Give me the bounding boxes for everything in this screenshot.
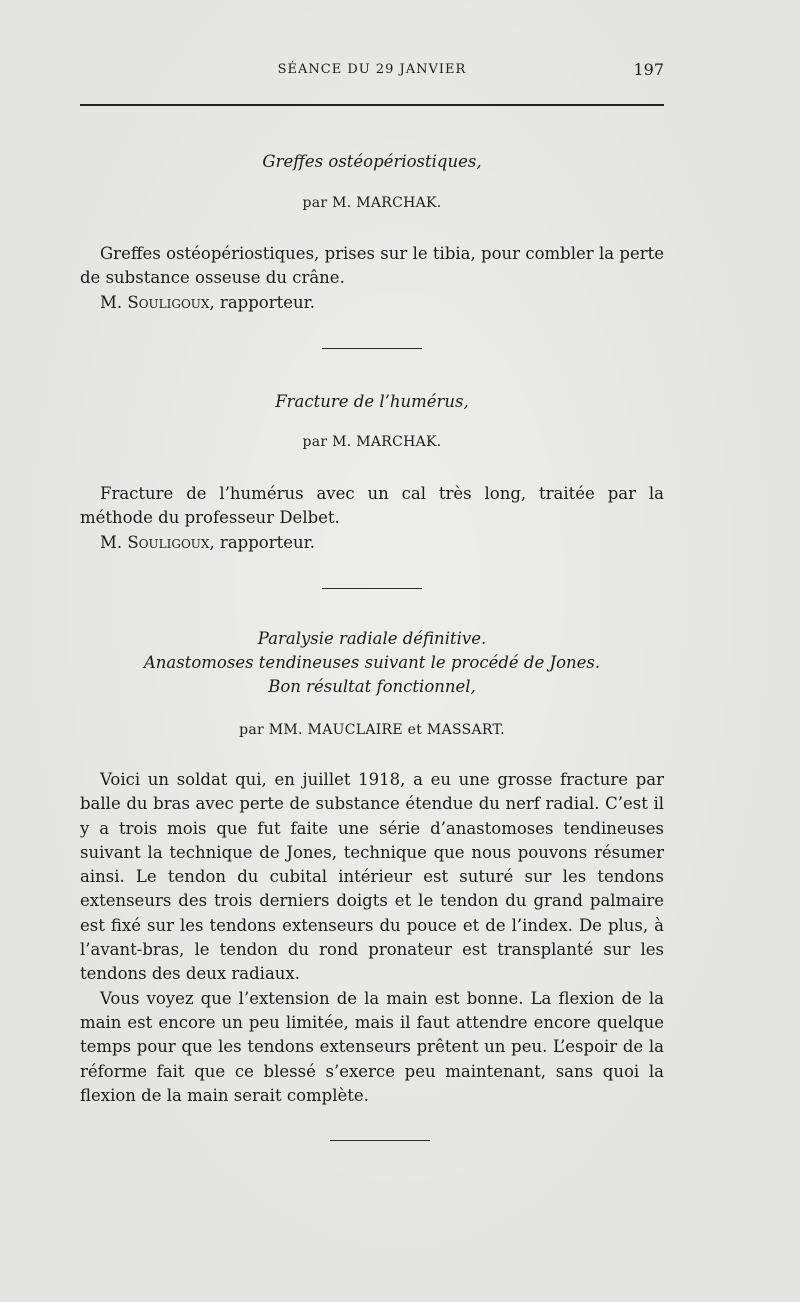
section-title: Fracture de l’humérus, xyxy=(275,392,469,411)
reporter-name: Souligoux xyxy=(127,532,210,552)
page-header xyxy=(80,62,664,84)
section-body xyxy=(80,242,664,315)
paragraph: Fracture de l’humérus avec un cal très long, traitée par la méthode du professeur Delbet. xyxy=(80,484,664,528)
reporter-suffix: , rapporteur. xyxy=(209,292,315,312)
reporter-line xyxy=(80,531,664,555)
reporter-prefix: M. xyxy=(100,532,123,552)
section-byline: par MM. MAUCLAIRE et MASSART. xyxy=(239,722,505,738)
running-title: SÉANCE DU 29 JANVIER xyxy=(277,62,467,77)
header-rule xyxy=(80,104,664,106)
section-body xyxy=(80,768,664,1108)
section-separator xyxy=(322,588,422,589)
page-number: 197 xyxy=(633,60,664,79)
reporter-name: Souligoux xyxy=(127,292,210,312)
section-separator xyxy=(330,1140,430,1141)
paragraph: Greffes ostéopériostiques, prises sur le tibia, pour combler la perte de substance osseuse du crâne. xyxy=(80,244,664,288)
section-separator xyxy=(322,348,422,349)
section-title-line: Anastomoses tendineuses suivant le procédé de Jones. xyxy=(143,653,601,672)
reporter-line xyxy=(80,291,664,315)
paragraph: Vous voyez que l’extension de la main est bonne. La flexion de la main est encore un peu limitée, mais il faut attendre encore quelque temps pour que les tendons extenseurs prêtent un peu. L’espoir de la réforme fait que ce blessé s’exerce peu maintenant, sans quoi la flexion de la main serait complète. xyxy=(80,988,664,1105)
section-byline: par M. MARCHAK. xyxy=(302,195,442,211)
section-title: Greffes ostéopériostiques, xyxy=(262,152,482,171)
paragraph: Voici un soldat qui, en juillet 1918, a eu une grosse fracture par balle du bras avec perte de substance étendue du nerf radial. C’est il y a trois mois que fut faite une série d’anastomoses tendineuses suivant la technique de Jones, technique que nous pouvons résumer ainsi. Le tendon du cubital intérieur est suturé sur les tendons extenseurs des trois derniers doigts et le tendon du grand palmaire est fixé sur les tendons extenseurs du pouce et de l’index. De plus, à l’avant-bras, le tendon du rond pronateur est transplanté sur les tendons des deux radiaux. xyxy=(80,770,664,984)
reporter-prefix: M. xyxy=(100,292,123,312)
section-title-block xyxy=(80,627,664,699)
section-title-line: Paralysie radiale définitive. xyxy=(257,629,487,648)
reporter-suffix: , rapporteur. xyxy=(209,532,315,552)
section-body xyxy=(80,482,664,555)
section-title-line: Bon résultat fonctionnel, xyxy=(268,677,476,696)
section-byline: par M. MARCHAK. xyxy=(302,434,442,450)
